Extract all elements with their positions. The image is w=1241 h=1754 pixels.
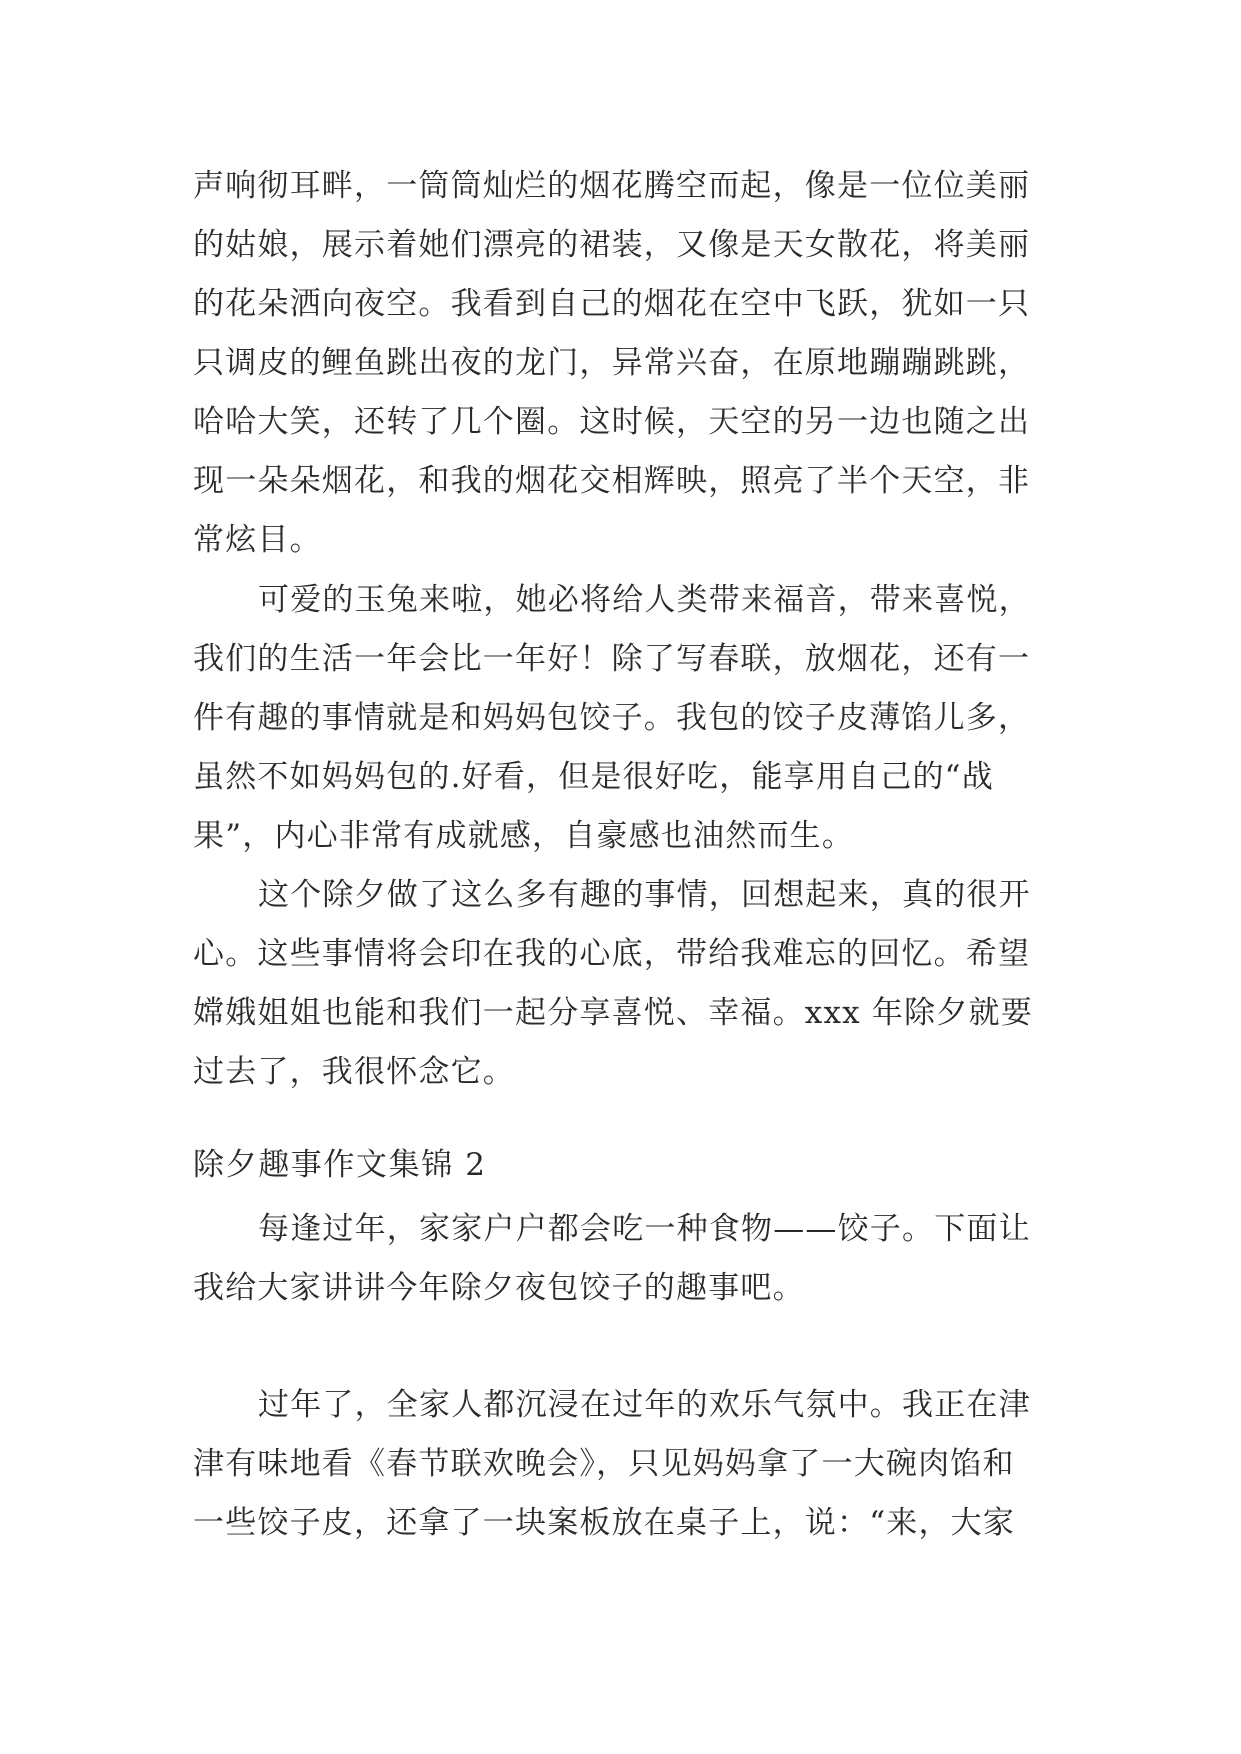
paragraph-line: 声响彻耳畔，一筒筒灿烂的烟花腾空而起，像是一位位美丽: [193, 168, 1031, 204]
paragraph-line: 过年了，全家人都沉浸在过年的欢乐气氛中。我正在津: [258, 1387, 1031, 1423]
paragraph-line: 过去了，我很怀念它。: [193, 1054, 515, 1090]
paragraph-line: 虽然不如妈妈包的.好看，但是很好吃，能享用自己的“战: [193, 759, 994, 795]
paragraph-line: 嫦娥姐姐也能和我们一起分享喜悦、幸福。xxx 年除夕就要: [193, 995, 1033, 1031]
paragraph-line: 常炫目。: [193, 522, 322, 558]
paragraph-line: 心。这些事情将会印在我的心底，带给我难忘的回忆。希望: [193, 936, 1031, 972]
paragraph-line: 津有味地看《春节联欢晚会》，只见妈妈拿了一大碗肉馅和: [193, 1446, 1015, 1482]
paragraph-line: 件有趣的事情就是和妈妈包饺子。我包的饺子皮薄馅儿多，: [193, 700, 1031, 736]
paragraph-line: 的花朵洒向夜空。我看到自己的烟花在空中飞跃，犹如一只: [193, 286, 1031, 322]
section-heading: 除夕趣事作文集锦 2: [193, 1147, 487, 1183]
paragraph-line: 我给大家讲讲今年除夕夜包饺子的趣事吧。: [193, 1270, 805, 1306]
paragraph-line: 可爱的玉兔来啦，她必将给人类带来福音，带来喜悦，: [258, 582, 1031, 618]
paragraph-line: 一些饺子皮，还拿了一块案板放在桌子上，说：“来，大家: [193, 1505, 1016, 1541]
paragraph-line: 每逢过年，家家户户都会吃一种食物——饺子。下面让: [258, 1211, 1031, 1247]
paragraph-line: 这个除夕做了这么多有趣的事情，回想起来，真的很开: [258, 877, 1031, 913]
paragraph-line: 果”，内心非常有成就感，自豪感也油然而生。: [193, 818, 855, 854]
paragraph-line: 的姑娘，展示着她们漂亮的裙装，又像是天女散花，将美丽: [193, 227, 1031, 263]
paragraph-line: 哈哈大笑，还转了几个圈。这时候，天空的另一边也随之出: [193, 404, 1031, 440]
paragraph-line: 只调皮的鲤鱼跳出夜的龙门，异常兴奋，在原地蹦蹦跳跳，: [193, 345, 1031, 381]
paragraph-line: 我们的生活一年会比一年好！除了写春联，放烟花，还有一: [193, 641, 1031, 677]
paragraph-line: 现一朵朵烟花，和我的烟花交相辉映，照亮了半个天空，非: [193, 463, 1031, 499]
